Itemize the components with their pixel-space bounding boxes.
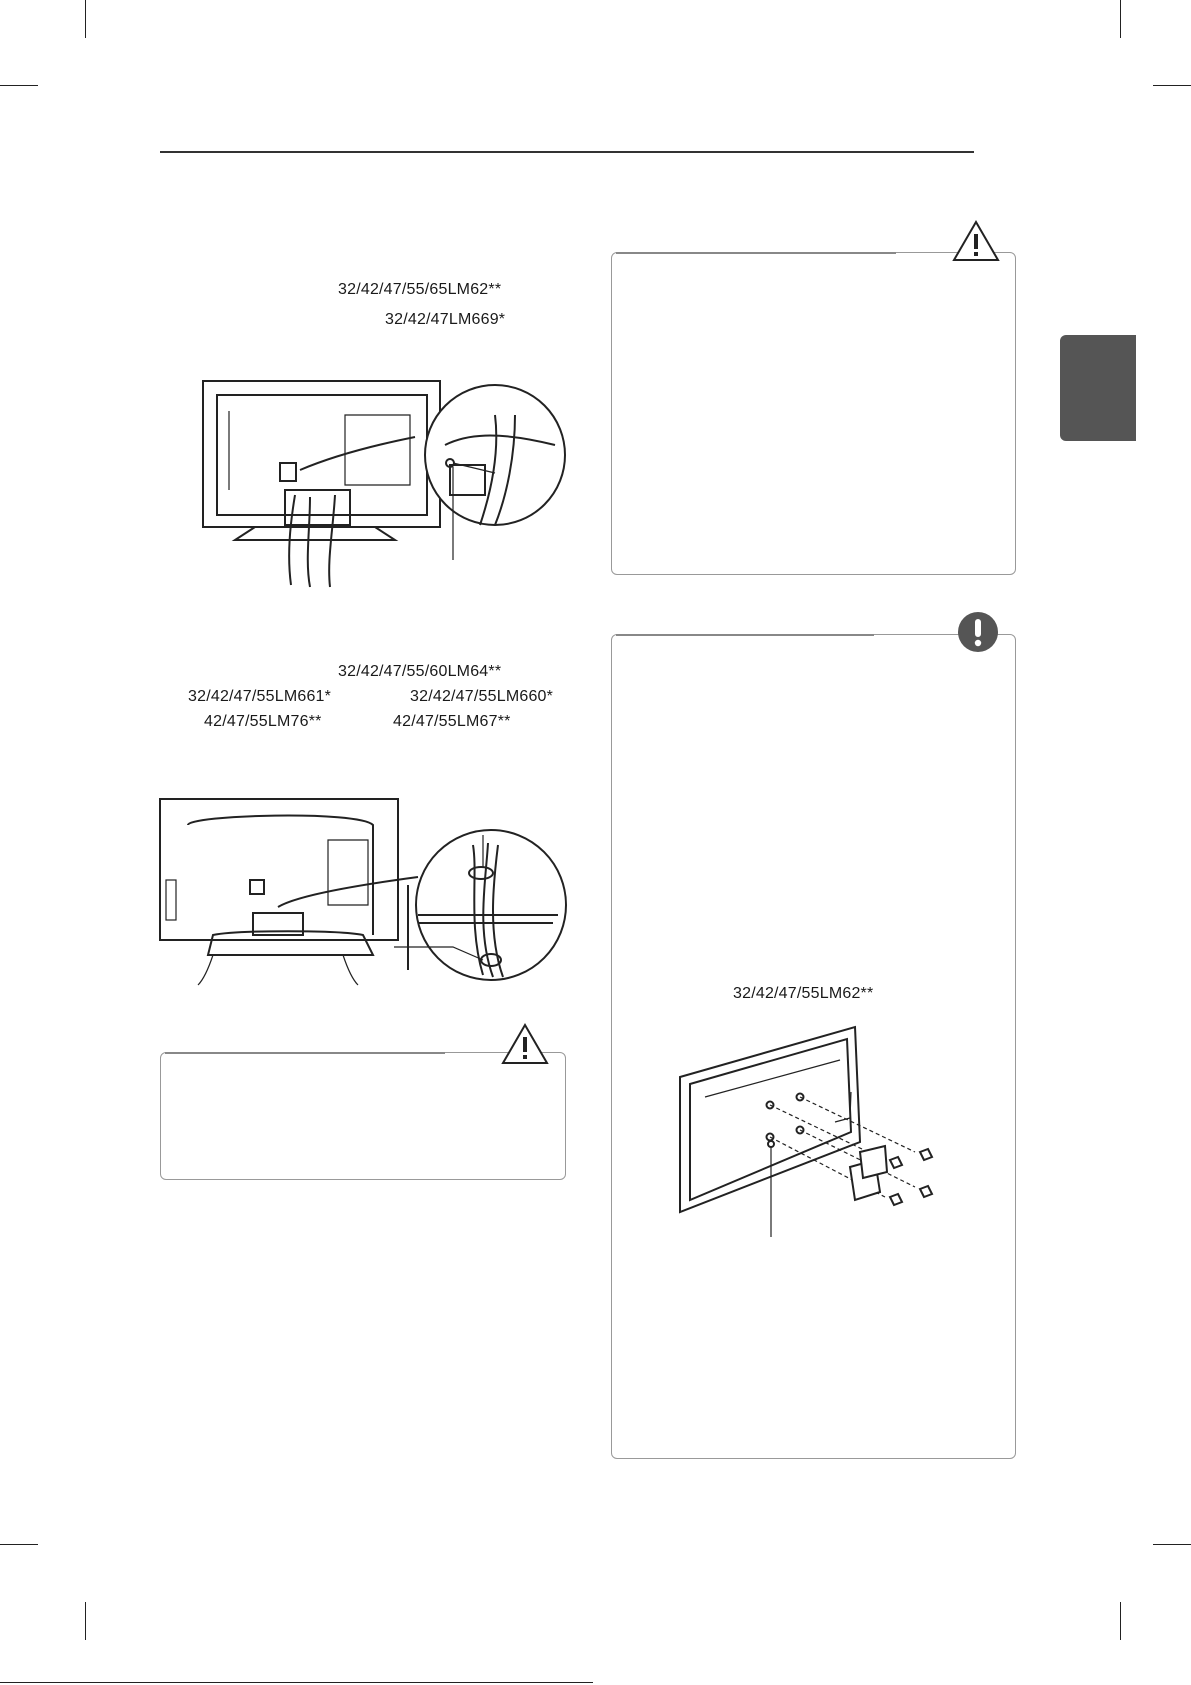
- warning-triangle-icon: [951, 219, 1001, 263]
- caution-box-left: [160, 1052, 566, 1180]
- crop-mark-bl-v: [85, 1602, 86, 1640]
- crop-mark-tr-h: [1153, 85, 1191, 86]
- model-label-7: 42/47/55LM67**: [393, 713, 511, 730]
- note-box-right-heading-line: [616, 634, 874, 636]
- model-label-1: 32/42/47/55/65LM62**: [338, 281, 502, 298]
- section-tab: [1060, 335, 1136, 441]
- model-label-2: 32/42/47LM669*: [385, 311, 506, 328]
- tv-rear-cable-illustration-2: [158, 795, 568, 1010]
- crop-mark-bl-h: [0, 1544, 38, 1545]
- crop-mark-br-v: [1120, 1602, 1121, 1640]
- crop-mark-br-h: [1153, 1544, 1191, 1545]
- crop-mark-tl-v: [85, 0, 86, 38]
- model-label-3: 32/42/47/55/60LM64**: [338, 663, 502, 680]
- tv-rear-cable-illustration-1: [195, 375, 570, 605]
- model-label-6: 42/47/55LM76**: [204, 713, 322, 730]
- crop-mark-tl-h: [0, 85, 38, 86]
- caution-box-right: [611, 252, 1016, 575]
- exclamation-circle-icon: [957, 611, 999, 653]
- model-label-4: 32/42/47/55LM661*: [188, 688, 332, 705]
- note-model-label: 32/42/47/55LM62**: [733, 985, 874, 1002]
- wall-mount-bracket-illustration: [675, 1022, 965, 1242]
- caution-box-right-heading-line: [616, 252, 896, 254]
- crop-mark-tr-v: [1120, 0, 1121, 38]
- model-label-5: 32/42/47/55LM660*: [410, 688, 554, 705]
- bottom-trim-line: [0, 1682, 593, 1683]
- header-rule: [160, 151, 974, 153]
- warning-triangle-icon: [500, 1022, 550, 1066]
- caution-box-left-heading-line: [165, 1052, 445, 1054]
